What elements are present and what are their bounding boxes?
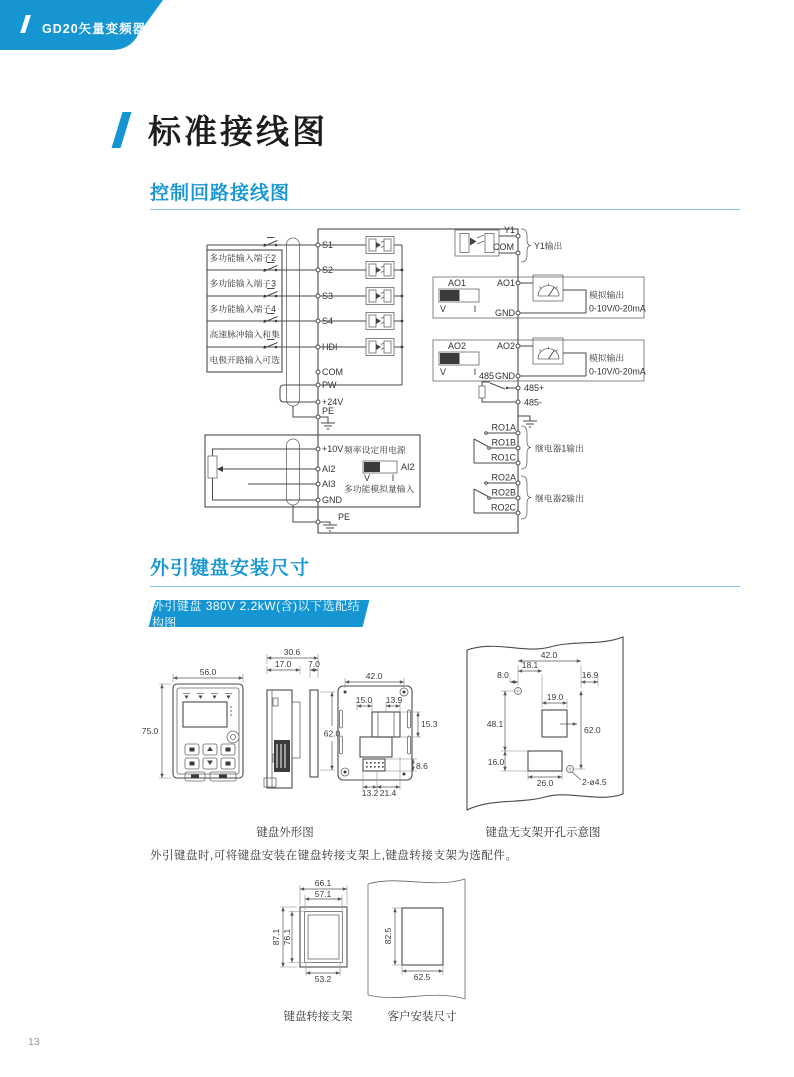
dim-hole-620: 62.0 xyxy=(584,725,601,735)
bracket-dimension-figures xyxy=(250,875,550,1005)
input-label: 多功能输入端子4 xyxy=(209,304,276,314)
dim-hole-190: 19.0 xyxy=(546,692,564,702)
shielded-cable-symbols xyxy=(287,238,300,505)
terminal-s4: S4 xyxy=(322,316,334,326)
terminal-ao2: AO2 xyxy=(496,341,515,351)
page-number: 13 xyxy=(28,1036,40,1048)
terminal-24v: +24V xyxy=(322,397,344,407)
keypad-pin-connector xyxy=(363,759,385,771)
terminal-485p: 485+ xyxy=(524,383,545,393)
freq-power-label: 频率设定用电源 xyxy=(344,445,406,455)
dim-install-825: 82.5 xyxy=(383,927,393,945)
customer-install-figure xyxy=(368,879,465,999)
dim-install-625: 62.5 xyxy=(413,972,431,982)
relay2-output-label: 继电器2输出 xyxy=(535,493,584,504)
ao2-switch-title: AO2 xyxy=(447,341,467,351)
terminal-ao1-gnd: GND xyxy=(495,308,515,318)
dim-bracket-761: 76.1 xyxy=(282,928,292,946)
dim-side-overall: 30.6 xyxy=(283,647,301,657)
dim-hole-169: 16.9 xyxy=(581,670,599,680)
ai2-switch-label: AI2 xyxy=(401,462,415,472)
dim-back-width: 42.0 xyxy=(365,671,383,681)
terminal-ao2-gnd: GND xyxy=(495,371,515,381)
terminal-ai2: AI2 xyxy=(322,464,336,474)
terminal-ai3: AI3 xyxy=(322,479,336,489)
section1-heading: 控制回路接线图 xyxy=(150,183,291,204)
relay1-output-label: 继电器1输出 xyxy=(535,443,584,454)
keypad-knob xyxy=(227,731,239,743)
terminal-s1: S1 xyxy=(322,240,334,250)
ao1-switch-i: I xyxy=(473,304,477,314)
keypad-indicator-leds xyxy=(183,694,232,700)
terminal-ro2a: RO2A xyxy=(491,472,516,483)
dim-back-132: 13.2 xyxy=(361,788,379,798)
brand-title: GD20矢量变频器 xyxy=(42,22,147,36)
dim-side-plate: 7.0 xyxy=(308,659,320,669)
terminal-ro1a: RO1A xyxy=(491,422,516,433)
terminal-s3: S3 xyxy=(322,291,334,301)
ao2-switch-v: V xyxy=(439,367,447,377)
input-label: 高速脉冲输入和集 xyxy=(209,329,280,340)
terminal-10v: +10V xyxy=(322,444,344,454)
keypad-hole-diagram xyxy=(467,637,623,810)
title-slash-icon xyxy=(111,112,131,148)
dim-hole-80: 8.0 xyxy=(497,670,509,680)
caption-install: 客户安装尺寸 xyxy=(387,1011,457,1023)
terminal-pw: PW xyxy=(322,380,337,390)
input-label: 电极开路输入可选 xyxy=(209,355,280,365)
keypad-back-view xyxy=(338,671,438,798)
dim-bracket-532: 53.2 xyxy=(314,974,332,984)
dim-side-body: 17.0 xyxy=(274,659,292,669)
keypad-display xyxy=(183,702,227,727)
ao1-switch-title: AO1 xyxy=(447,278,467,288)
bracket-note: 外引键盘时,可将键盘安装在键盘转接支架上,键盘转接支架为选配件。 xyxy=(150,850,518,862)
y1-output-label: Y1输出 xyxy=(534,241,563,251)
keypad-bracket-figure xyxy=(271,878,347,984)
dim-back-139: 13.9 xyxy=(385,695,403,705)
keypad-buttons xyxy=(185,744,236,781)
ai2-switch-v: V xyxy=(363,473,371,483)
terminal-hdi: HDI xyxy=(322,342,338,352)
terminal-ao1: AO1 xyxy=(496,278,515,288)
terminal-pe2: PE xyxy=(338,512,351,522)
dim-back-153: 15.3 xyxy=(421,719,438,729)
optocoupler-row xyxy=(320,237,403,386)
keypad-banner xyxy=(149,598,370,630)
dim-front-width: 56.0 xyxy=(199,667,217,677)
terminal-485m: 485- xyxy=(524,397,543,408)
caption-hole-diagram: 键盘无支架开孔示意图 xyxy=(485,827,601,839)
dim-bracket-571: 57.1 xyxy=(314,889,332,899)
input-label: 多功能输入端子2 xyxy=(209,253,276,263)
terminal-pe: PE xyxy=(322,406,335,416)
control-circuit-wiring-diagram xyxy=(150,220,670,550)
section2-rule xyxy=(150,586,740,587)
section2-heading: 外引键盘安装尺寸 xyxy=(150,558,311,579)
dim-back-150: 15.0 xyxy=(355,695,373,705)
page-title: 标准接线图 xyxy=(148,113,328,150)
dim-hole-160: 16.0 xyxy=(487,757,505,767)
keypad-front-view xyxy=(142,667,243,781)
ai2-switch-i: I xyxy=(391,473,395,483)
ao1-switch-v: V xyxy=(439,304,447,314)
terminal-ro1b: RO1B xyxy=(491,437,516,448)
caption-keypad-outline: 键盘外形图 xyxy=(256,827,314,839)
terminal-ro2b: RO2B xyxy=(491,487,516,498)
keypad-side-view xyxy=(264,647,341,788)
dim-front-height: 75.0 xyxy=(141,726,159,736)
dim-hole-diameter: 2-ø4.5 xyxy=(582,777,607,787)
rs485-switch-label: 485 xyxy=(478,371,494,381)
terminal-s2: S2 xyxy=(322,265,334,275)
terminal-y1-com: COM xyxy=(493,242,514,252)
dim-hole-42: 42.0 xyxy=(540,650,558,660)
terminal-ro1c: RO1C xyxy=(490,452,516,463)
ao2-range-label: 0-10V/0-20mA xyxy=(589,366,646,377)
input-label: 多功能输入端子3 xyxy=(209,278,276,289)
terminal-gnd: GND xyxy=(322,495,342,505)
ao2-switch-i: I xyxy=(473,367,477,377)
dim-plate-height: 62.0 xyxy=(323,728,341,739)
ao1-range-label: 0-10V/0-20mA xyxy=(589,303,646,314)
ao1-output-label: 模拟输出 xyxy=(589,290,625,300)
section1-rule xyxy=(150,209,740,210)
multi-analog-label: 多功能模拟量输入 xyxy=(344,484,415,494)
keypad-dimension-figures xyxy=(140,626,670,826)
dim-bracket-871: 87.1 xyxy=(271,928,281,946)
terminal-com: COM xyxy=(322,367,343,377)
dim-hole-260: 26.0 xyxy=(536,778,554,788)
dim-back-214: 21.4 xyxy=(379,788,397,798)
dim-hole-181: 18.1 xyxy=(521,660,539,670)
keypad-banner-text: 外引键盘 380V 2.2kW(含)以下选配结构图 xyxy=(152,598,361,630)
dim-hole-481: 48.1 xyxy=(486,719,504,729)
dim-bracket-661: 66.1 xyxy=(314,878,332,888)
caption-bracket: 键盘转接支架 xyxy=(283,1011,353,1023)
terminal-ro2c: RO2C xyxy=(490,502,516,513)
dim-back-86: 8.6 xyxy=(416,761,428,771)
terminal-y1: Y1 xyxy=(503,225,515,235)
ao2-output-label: 模拟输出 xyxy=(589,353,625,363)
